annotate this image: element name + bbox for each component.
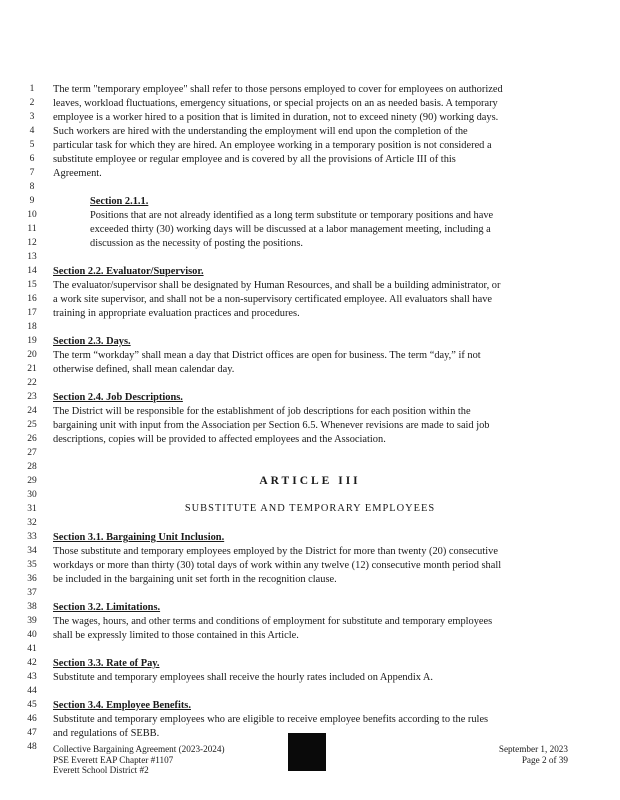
paragraph-line: Positions that are not already identified as a long term substitute or temporary positions and have	[90, 210, 494, 221]
line-number: 46	[27, 714, 37, 724]
line-number: 41	[27, 644, 37, 654]
line-number: 21	[27, 364, 37, 374]
line-number: 24	[27, 406, 37, 416]
footer-right	[499, 744, 568, 765]
line-number: 8	[29, 182, 35, 192]
line-number: 5	[29, 140, 35, 150]
line-number: 17	[27, 308, 37, 318]
line-number: 4	[29, 126, 35, 136]
paragraph-line: discussion as the necessity of posting the positions.	[90, 238, 303, 249]
line-number: 42	[27, 658, 37, 668]
paragraph-line: and regulations of SEBB.	[53, 728, 160, 739]
article-title: ARTICLE III	[259, 475, 361, 487]
line-number: 36	[27, 574, 37, 584]
paragraph-line: training in appropriate evaluation practices and procedures.	[53, 308, 300, 319]
line-number: 12	[27, 238, 37, 248]
line-number: 9	[29, 196, 35, 206]
footer-left	[53, 744, 225, 776]
line-number: 40	[27, 630, 37, 640]
line-number: 18	[27, 322, 37, 332]
paragraph-line: Such workers are hired with the understanding the employment will end upon the completion of the	[53, 126, 468, 137]
line-number: 1	[29, 84, 35, 94]
line-number: 48	[27, 742, 37, 752]
footer-district: Everett School District #2	[53, 765, 149, 775]
line-number: 27	[27, 448, 37, 458]
line-number: 30	[27, 490, 37, 500]
line-number: 20	[27, 350, 37, 360]
line-number: 16	[27, 294, 37, 304]
paragraph-line: The District will be responsible for the establishment of job descriptions for each position within the	[53, 406, 471, 417]
section-3-1-heading: Section 3.1. Bargaining Unit Inclusion.	[53, 532, 225, 543]
line-number: 26	[27, 434, 37, 444]
line-number: 6	[29, 154, 35, 164]
paragraph-line: leaves, workload fluctuations, emergency situations, or special projects on an as needed basis. A temporary	[53, 98, 498, 109]
line-number: 34	[27, 546, 37, 556]
line-number: 45	[27, 700, 37, 710]
section-3-2-heading: Section 3.2. Limitations.	[53, 602, 161, 613]
paragraph-line: The term “workday” shall mean a day that District offices are open for business. The term “day,” if not	[53, 350, 481, 361]
line-number: 43	[27, 672, 37, 682]
line-number: 13	[27, 252, 37, 262]
section-3-3-heading: Section 3.3. Rate of Pay.	[53, 658, 160, 669]
paragraph-line: bargaining unit with input from the Association per Section 6.5. Whenever revisions are made to said job	[53, 420, 490, 431]
paragraph-line: Those substitute and temporary employees employed by the District for more than twenty (20) consecutive	[53, 546, 498, 557]
line-number: 14	[27, 266, 37, 276]
paragraph-line: descriptions, copies will be provided to affected employees and the Association.	[53, 434, 386, 445]
line-number: 23	[27, 392, 37, 402]
paragraph-line: exceeded thirty (30) working days will be discussed at a labor management meeting, including a	[90, 224, 491, 235]
paragraph-line: Agreement.	[53, 168, 102, 179]
line-number: 15	[27, 280, 37, 290]
section-3-4-heading: Section 3.4. Employee Benefits.	[53, 700, 191, 711]
paragraph-line: otherwise defined, shall mean calendar day.	[53, 364, 235, 375]
line-number: 22	[27, 378, 37, 388]
paragraph-line: The evaluator/supervisor shall be designated by Human Resources, and shall be a building administrator, or	[53, 280, 501, 291]
paragraph-line: Substitute and temporary employees who are eligible to receive employee benefits according to the rules	[53, 714, 489, 725]
footer-agreement: Collective Bargaining Agreement (2023-2024)	[53, 744, 225, 754]
article-subtitle: SUBSTITUTE AND TEMPORARY EMPLOYEES	[184, 503, 436, 514]
line-number: 44	[27, 686, 37, 696]
section-2-4-heading: Section 2.4. Job Descriptions.	[53, 392, 183, 403]
line-number: 37	[27, 588, 37, 598]
paragraph-line: be included in the bargaining unit set forth in the recognition clause.	[53, 574, 337, 585]
line-number: 10	[27, 210, 37, 220]
section-2-3-heading: Section 2.3. Days.	[53, 336, 131, 347]
line-number: 39	[27, 616, 37, 626]
paragraph-line: The wages, hours, and other terms and conditions of employment for substitute and temporary employees	[53, 616, 493, 627]
line-number: 3	[29, 112, 35, 122]
footer-chapter: PSE Everett EAP Chapter #1107	[53, 754, 174, 765]
paragraph-line: The term "temporary employee" shall refer to those persons employed to cover for employees on authorized	[53, 84, 503, 95]
line-number: 32	[27, 518, 37, 528]
paragraph-line: workdays or more than thirty (30) total days of work within any twelve (12) consecutive month period shall	[53, 560, 502, 571]
paragraph-line: shall be expressly limited to those contained in this Article.	[53, 630, 299, 641]
paragraph-line: particular task for which they are hired. An employee working in a temporary position is not considered a	[53, 140, 492, 151]
page-number: Page 2 of 39	[521, 754, 568, 765]
line-number: 29	[27, 476, 37, 486]
line-number: 35	[27, 560, 37, 570]
section-2-2-heading: Section 2.2. Evaluator/Supervisor.	[53, 266, 204, 277]
line-number: 2	[29, 98, 35, 108]
paragraph-line: a work site supervisor, and shall not be a non-supervisory certificated employee. All evaluators shall have	[53, 294, 493, 305]
line-number: 19	[27, 336, 37, 346]
line-number: 28	[27, 462, 37, 472]
redaction-box	[288, 733, 326, 771]
line-number: 47	[27, 728, 37, 738]
line-number: 25	[27, 420, 37, 430]
paragraph-line: employee is a worker hired to a position that is limited in duration, not to exceed ninety (90) working days.	[53, 112, 499, 123]
footer-date: September 1, 2023	[498, 744, 568, 754]
paragraph-line: Substitute and temporary employees shall receive the hourly rates included on Appendix A.	[53, 672, 434, 683]
line-number: 38	[27, 602, 37, 612]
line-number: 11	[27, 224, 37, 234]
paragraph-line: substitute employee or regular employee and is covered by all the provisions of Article III of this	[53, 154, 456, 165]
line-number: 7	[29, 168, 35, 178]
section-2-1-1-heading: Section 2.1.1.	[90, 196, 149, 207]
line-number: 31	[27, 504, 37, 514]
line-number: 33	[27, 532, 37, 542]
